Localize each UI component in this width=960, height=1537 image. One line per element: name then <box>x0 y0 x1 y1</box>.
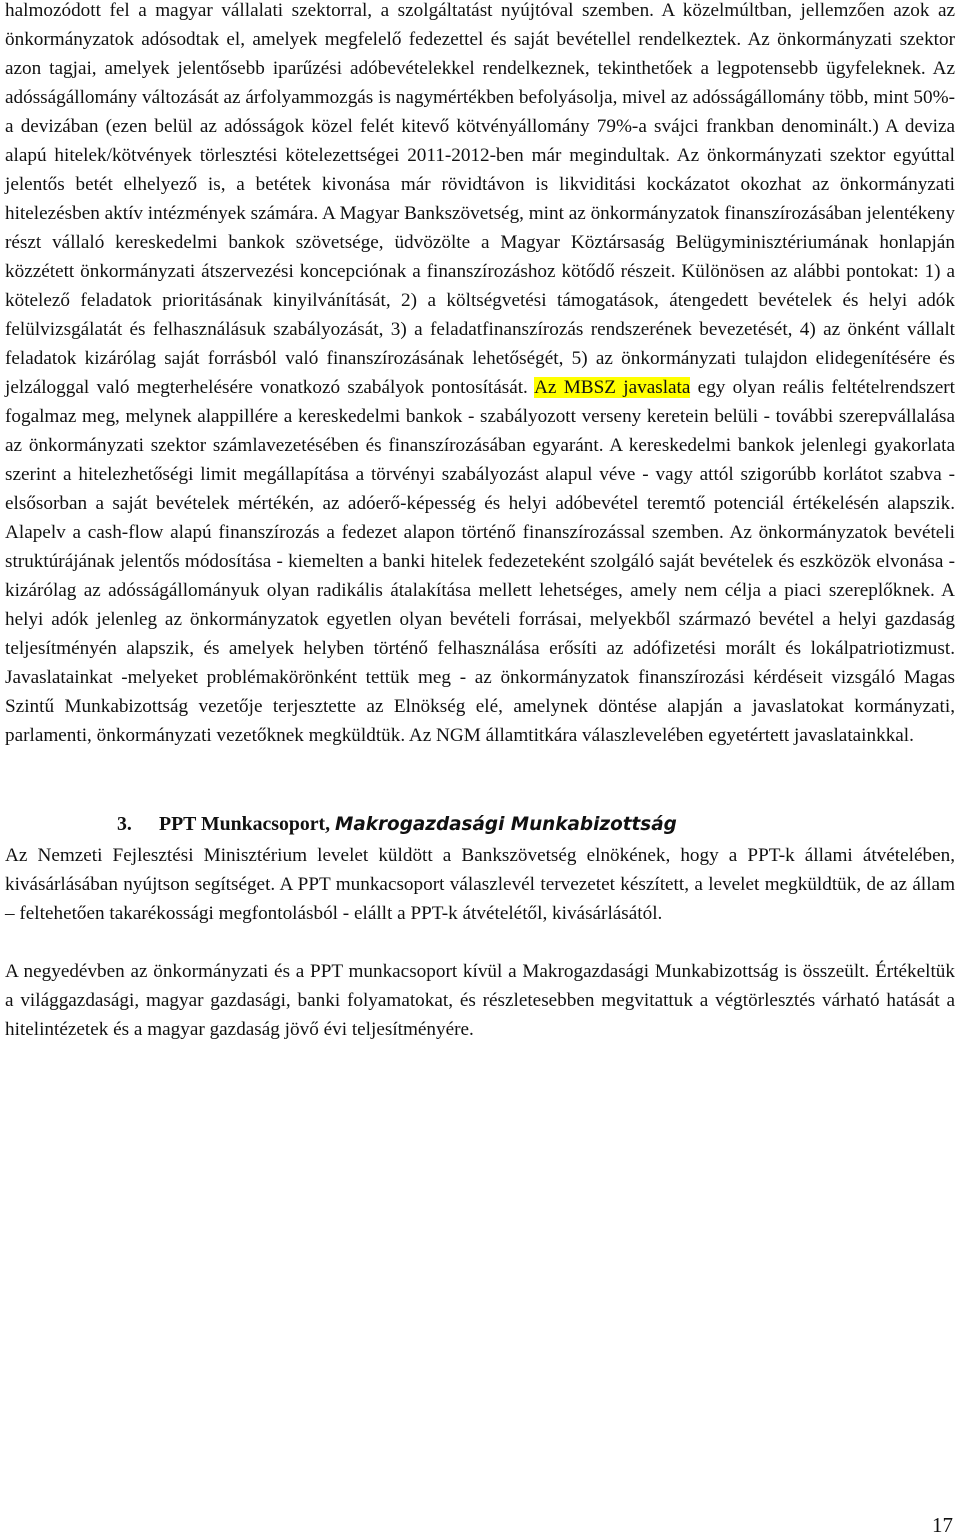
page-number: 17 <box>932 1513 953 1537</box>
body-paragraph-3: A negyedévben az önkormányzati és a PPT munkacsoport kívül a Makrogazdasági Munkabizottság is összeült. Értékeltük a világgazdasági, magyar gazdasági, banki folyamatokat, és részletesebben megvitattuk a végtörlesztés várható hatását a hitelintézetek és a magyar gazdaság jövő évi teljesítményére. <box>5 961 955 1040</box>
paragraph-text-after-highlight: egy olyan reális feltételrendszert fogalmaz meg, melynek alappillére a kereskedelmi bankok - szabályozott verseny keretein belüli - további szerepvállalása az önkormányzati szektor számlavezetésében és finanszírozásában egyaránt. A kereskedelmi bankok jelenlegi gyakorlata szerint a hitelezhetőségi limit megállapítása a törvényi szabályozást alapul véve - vagy attól szigorúbb korlátot szabva - elsősorban a saját bevételek mértékén, az adóerő-képesség és helyi adóbevétel teremtő potenciál értékelésén alapszik. Alapelv a cash-flow alapú finanszírozás a fedezet alapon történő finanszírozással szemben. Az önkormányzatok bevételi struktúrájának jelentős módosítása - kiemelten a banki hitelek fedezeteként szolgáló saját bevételek és eszközök elvonása - kizárólag az adósságállományuk olyan radikális átalakítása mellett lehetséges, amely nem célja a piaci szereplőknek. A helyi adók jelenleg az önkormányzatok egyetlen olyan bevételi forrásai, melyekből származó bevétel a helyi gazdaság teljesítményén alapszik, és amelyek helyben történő felhasználása erősíti az adófizetési morált és lokálpatriotizmust. Javaslatainkat -melyeket problémakörönként tettük meg - az önkormányzatok finanszírozási kérdéseit vizsgáló Magas Szintű Munkabizottság vezetője terjesztette az Elnökség elé, amelynek döntése alapján a javaslatokat kormányzati, parlamenti, önkormányzati vezetőknek megküldtük. Az NGM államtitkára válaszlevelében egyetértett javaslatainkkal. <box>5 377 955 746</box>
body-paragraph-1 <box>5 0 955 750</box>
section-title-italic: Makrogazdasági Munkabizottság <box>335 814 677 835</box>
section-title: PPT Munkacsoport, <box>159 813 336 835</box>
section-number: 3. <box>117 813 132 835</box>
section-heading <box>117 808 955 841</box>
document-body <box>5 0 955 1044</box>
paragraph-text-before-highlight: halmozódott fel a magyar vállalati szektorral, a szolgáltatást nyújtóval szemben. A közelmúltban, jellemzően azok az önkormányzatok adósodtak el, amelyek megfelelő fedezettel és saját bevétellel rendelkeztek. Az önkormányzati szektor azon tagjai, amelyek jelentősebb iparűzési adóbevételekkel rendelkeznek, tekinthetőek a legpotensebb ügyfeleknek. Az adósságállomány változását az árfolyammozgás is nagymértékben befolyásolja, mivel az adósságállomány több, mint 50%-a devizában (ezen belül az adósságok közel felét kitevő kötvényállomány 79%-a svájci frankban denominált.) A deviza alapú hitelek/kötvények törlesztési kötelezettségei 2011-2012-ben már megindultak. Az önkormányzati szektor egyúttal jelentős betét elhelyező is, a betétek kivonása már rövidtávon is likviditási kockázatot okozhat az önkormányzati hitelezésben aktív intézmények számára. A Magyar Bankszövetség, mint az önkormányzatok finanszírozásában jelentékeny részt vállaló kereskedelmi bankok szövetsége, üdvözölte a Magyar Köztársaság Belügyminisztériumának honlapján közzétett önkormányzati átszervezési koncepciónak a finanszírozáshoz kötődő részeit. Különösen az alábbi pontokat: 1) a kötelező feladatok prioritásának kinyilvánítását, 2) a költségvetési támogatások, átengedett bevételek és helyi adók felülvizsgálatát és felhasználásuk szabályozását, 3) a feladatfinanszírozás rendszerének bevezetését, 4) az önként vállalt feladatok kizárólag saját forrásból való finanszírozásának lehetőségét, 5) az önkormányzati tulajdon elidegenítésére és jelzáloggal való megterhelésére vonatkozó szabályok pontosítását. <box>5 0 955 398</box>
body-paragraph-2: Az Nemzeti Fejlesztési Minisztérium levelet küldött a Bankszövetség elnökének, hogy a PPT-k állami átvételében, kivásárlásában nyújtson segítséget. A PPT munkacsoport válaszlevél tervezetet készített, a levelet megküldtük, de az állam – feltehetően takarékossági megfontolásból - elállt a PPT-k átvételétől, kivásárlásától. <box>5 845 955 924</box>
highlighted-text: Az MBSZ javaslata <box>534 377 691 398</box>
